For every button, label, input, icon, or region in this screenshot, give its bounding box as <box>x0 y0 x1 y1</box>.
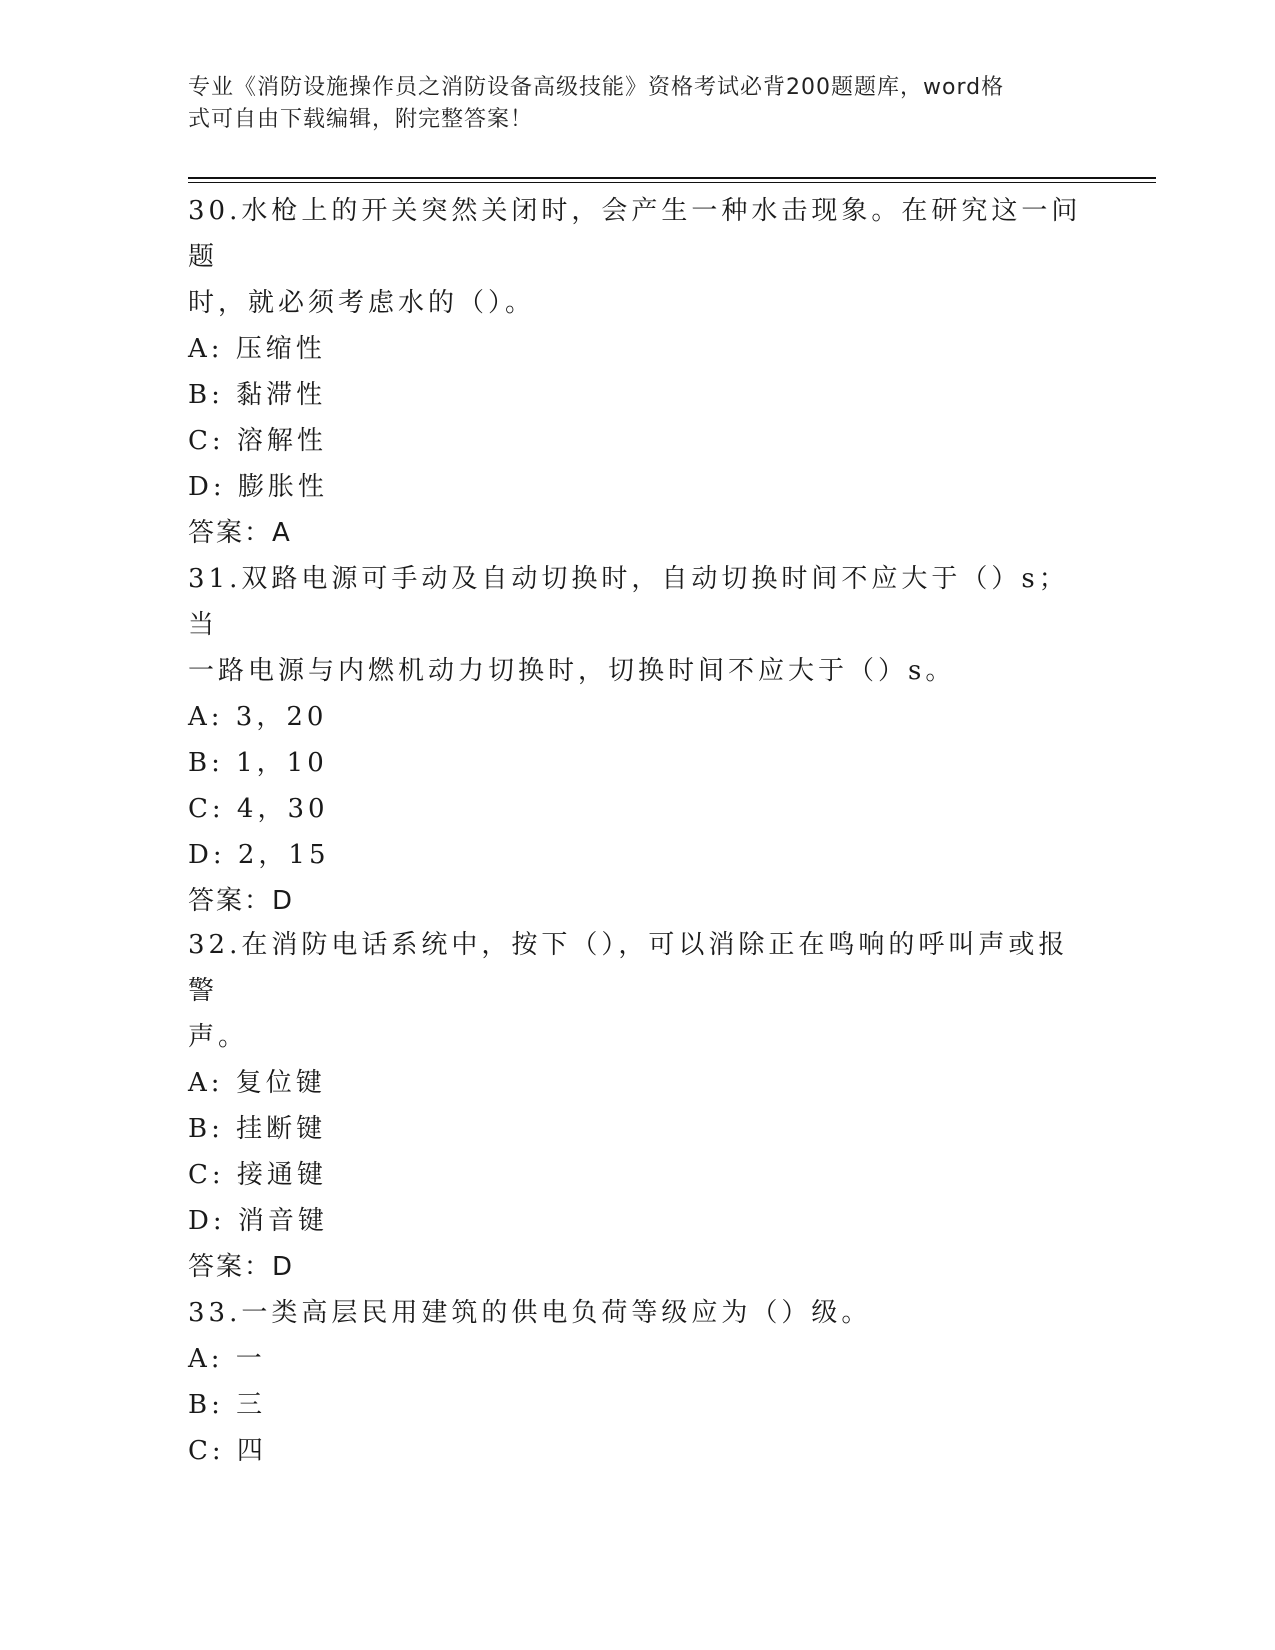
question-stem-line: 33.一类高层民用建筑的供电负荷等级应为（）级。 <box>188 1298 872 1328</box>
question-stem-line: 一路电源与内燃机动力切换时，切换时间不应大于（）s。 <box>188 656 956 686</box>
answer-line: 答案：D <box>188 886 295 916</box>
question-stem-line: 时，就必须考虑水的（）。 <box>188 288 536 318</box>
option-b: B: 黏滞性 <box>188 380 327 410</box>
question-stem-line: 声。 <box>188 1022 249 1052</box>
option-a: A: 压缩性 <box>188 334 326 364</box>
option-b: B: 三 <box>188 1390 267 1420</box>
question-33 <box>188 1290 1088 1474</box>
option-a: A: 一 <box>188 1344 266 1374</box>
option-b: B: 挂断键 <box>188 1114 327 1144</box>
option-c: C: 四 <box>188 1436 267 1466</box>
question-32 <box>188 922 1088 1290</box>
option-d: D: 消音键 <box>188 1206 328 1236</box>
option-d: D: 2，15 <box>188 840 330 870</box>
header-line-1: 专业《消防设施操作员之消防设备高级技能》资格考试必背200题题库，word格 <box>188 75 1005 100</box>
question-stem-line: 30.水枪上的开关突然关闭时，会产生一种水击现象。在研究这一问题 <box>188 196 1082 272</box>
answer-line: 答案：D <box>188 1252 295 1282</box>
option-c: C: 溶解性 <box>188 426 327 456</box>
option-c: C: 4，30 <box>188 794 329 824</box>
header-divider-thin <box>188 182 1156 183</box>
document-header <box>188 72 1068 136</box>
option-c: C: 接通键 <box>188 1160 327 1190</box>
question-stem-line: 32.在消防电话系统中，按下（），可以消除正在鸣响的呼叫声或报警 <box>188 930 1069 1006</box>
header-divider-thick <box>188 177 1156 179</box>
question-stem-line: 31.双路电源可手动及自动切换时，自动切换时间不应大于（）s；当 <box>188 564 1069 640</box>
answer-line: 答案：A <box>188 518 292 548</box>
option-d: D: 膨胀性 <box>188 472 328 502</box>
option-a: A: 复位键 <box>188 1068 326 1098</box>
question-31 <box>188 556 1088 924</box>
question-30 <box>188 188 1088 556</box>
option-a: A: 3，20 <box>188 702 328 732</box>
option-b: B: 1，10 <box>188 748 328 778</box>
header-line-2: 式可自由下载编辑，附完整答案！ <box>188 107 534 132</box>
